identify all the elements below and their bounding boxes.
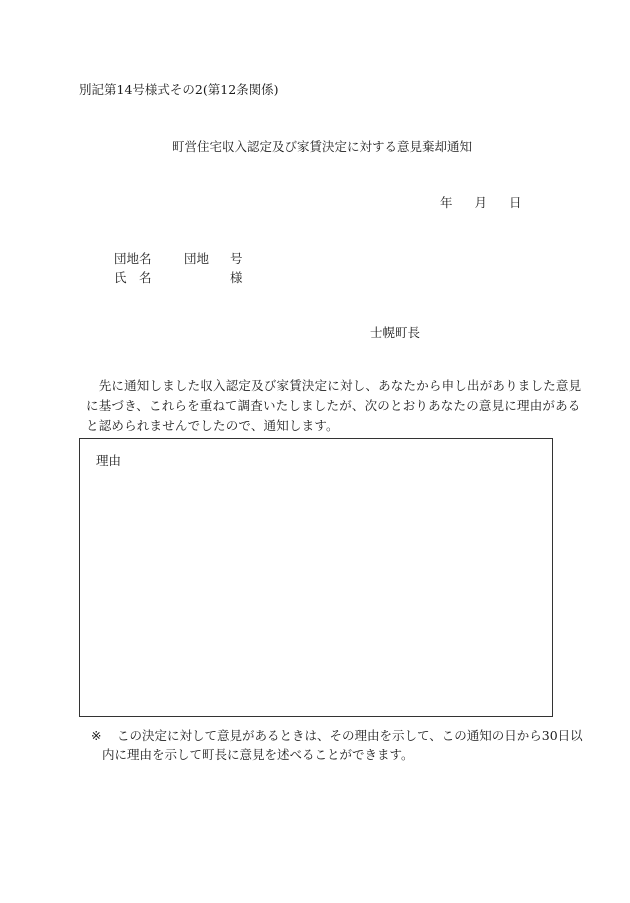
note-line-1: ※ この決定に対して意見があるときは、その理由を示して、この通知の日から30日以	[91, 728, 583, 743]
date-line	[440, 193, 522, 211]
honorific: 様	[230, 270, 243, 285]
note-mark: ※	[91, 728, 102, 743]
recipient-name-line	[114, 268, 243, 286]
recipient-complex-line	[114, 249, 243, 267]
form-reference: 別記第14号様式その2(第12条関係)	[79, 82, 279, 97]
complex-label: 団地	[184, 251, 210, 266]
date-year-label: 年	[440, 195, 453, 210]
note-line-2: 内に理由を示して町長に意見を述べることができます。	[102, 747, 414, 762]
sender-name: 士幌町長	[370, 325, 421, 340]
body-line-2: に基づき、これらを重ねて調査いたしましたが、次のとおりあなたの意見に理由がある	[86, 398, 581, 413]
name-label: 氏 名	[114, 270, 152, 285]
document-title: 町営住宅収入認定及び家賃決定に対する意見棄却通知	[172, 139, 473, 154]
note	[91, 726, 583, 764]
date-day-label: 日	[509, 195, 522, 210]
date-month-label: 月	[474, 195, 488, 210]
number-label: 号	[230, 251, 243, 266]
body-line-1: 先に通知しました収入認定及び家賃決定に対し、あなたから申し出がありました意見	[98, 378, 582, 393]
reason-label: 理由	[96, 453, 122, 468]
body-line-3: と認められませんでしたので、通知します。	[86, 418, 339, 433]
body-paragraph	[86, 376, 582, 436]
complex-name-label: 団地名	[114, 251, 152, 266]
reason-box	[79, 438, 553, 717]
